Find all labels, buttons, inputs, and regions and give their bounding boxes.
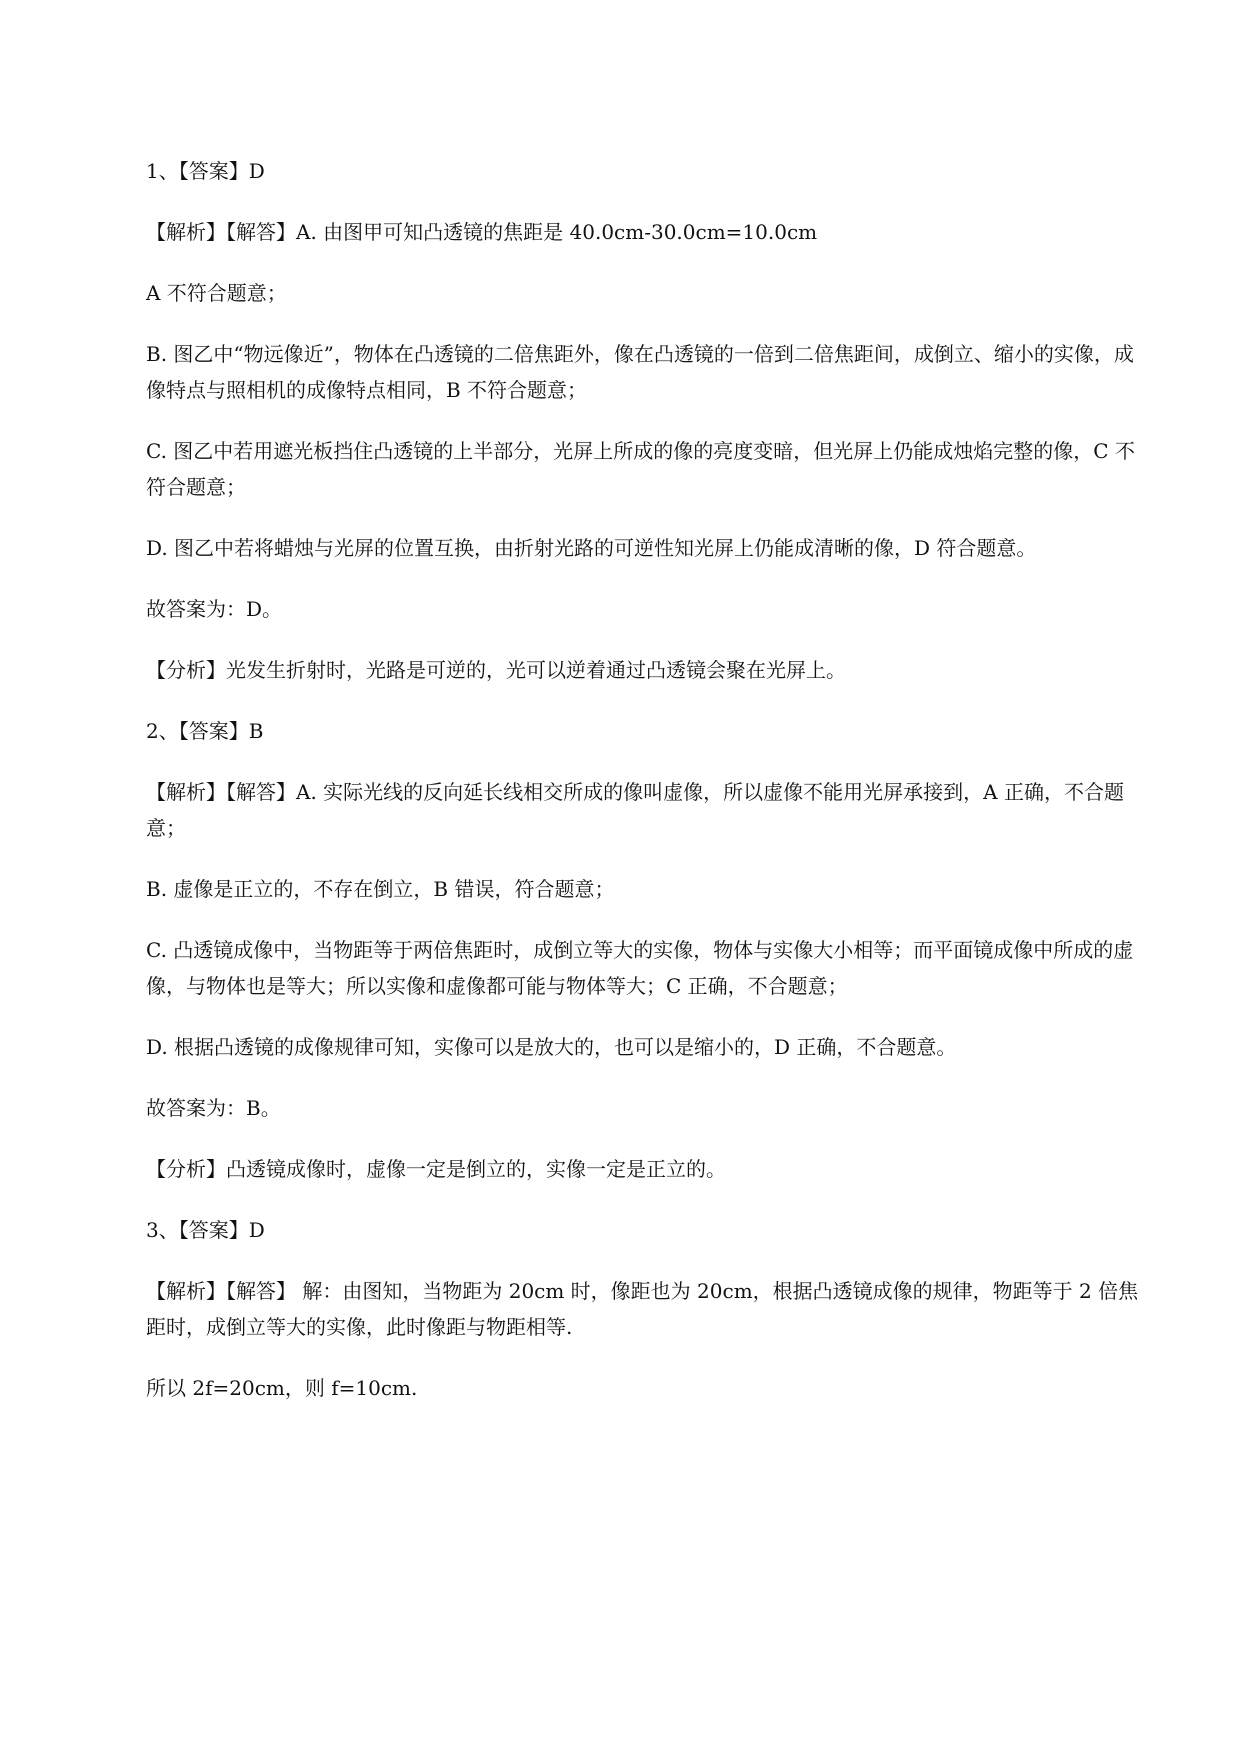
answer-heading-3: 3、【答案】D (146, 1218, 265, 1242)
analysis-text: 【解析】【解答】A. 由图甲可知凸透镜的焦距是 40.0cm-30.0cm=10.0cm (146, 220, 818, 244)
analysis-text: C. 图乙中若用遮光板挡住凸透镜的上半部分，光屏上所成的像的亮度变暗，但光屏上仍能成烛焰完整的像，C 不符合题意； (146, 439, 1135, 499)
analysis-text: C. 凸透镜成像中，当物距等于两倍焦距时，成倒立等大的实像，物体与实像大小相等；而平面镜成像中所成的虚像，与物体也是等大；所以实像和虚像都可能与物体等大；C 正确，不合题意； (146, 938, 1134, 998)
analysis-text: A 不符合题意； (146, 281, 287, 305)
analysis-text: 【解析】【解答】 解：由图知，当物距为 20cm 时，像距也为 20cm，根据凸透镜成像的规律，物距等于 2 倍焦距时，成倒立等大的实像，此时像距与物距相等. (146, 1279, 1139, 1339)
final-answer: 故答案为：B。 (146, 1096, 281, 1120)
final-answer: 故答案为：D。 (146, 597, 283, 621)
analysis-text: B. 图乙中“物远像近”，物体在凸透镜的二倍焦距外，像在凸透镜的一倍到二倍焦距间，成倒立、缩小的实像，成像特点与照相机的成像特点相同，B 不符合题意； (146, 342, 1134, 402)
analysis-text: B. 虚像是正立的，不存在倒立，B 错误，符合题意； (146, 877, 615, 901)
analysis-text: D. 图乙中若将蜡烛与光屏的位置互换，由折射光路的可逆性知光屏上仍能成清晰的像，D 符合题意。 (146, 536, 1037, 560)
explanation-text: 【分析】凸透镜成像时，虚像一定是倒立的，实像一定是正立的。 (146, 1157, 726, 1181)
analysis-text: 所以 2f=20cm，则 f=10cm. (146, 1376, 418, 1400)
document-page (146, 153, 1146, 1431)
explanation-text: 【分析】光发生折射时，光路是可逆的，光可以逆着通过凸透镜会聚在光屏上。 (146, 658, 846, 682)
answer-heading-1: 1、【答案】D (146, 159, 265, 183)
answer-heading-2: 2、【答案】B (146, 719, 264, 743)
analysis-text: 【解析】【解答】A. 实际光线的反向延长线相交所成的像叫虚像，所以虚像不能用光屏承接到，A 正确，不合题意； (146, 780, 1124, 840)
analysis-text: D. 根据凸透镜的成像规律可知，实像可以是放大的，也可以是缩小的，D 正确，不合题意。 (146, 1035, 957, 1059)
